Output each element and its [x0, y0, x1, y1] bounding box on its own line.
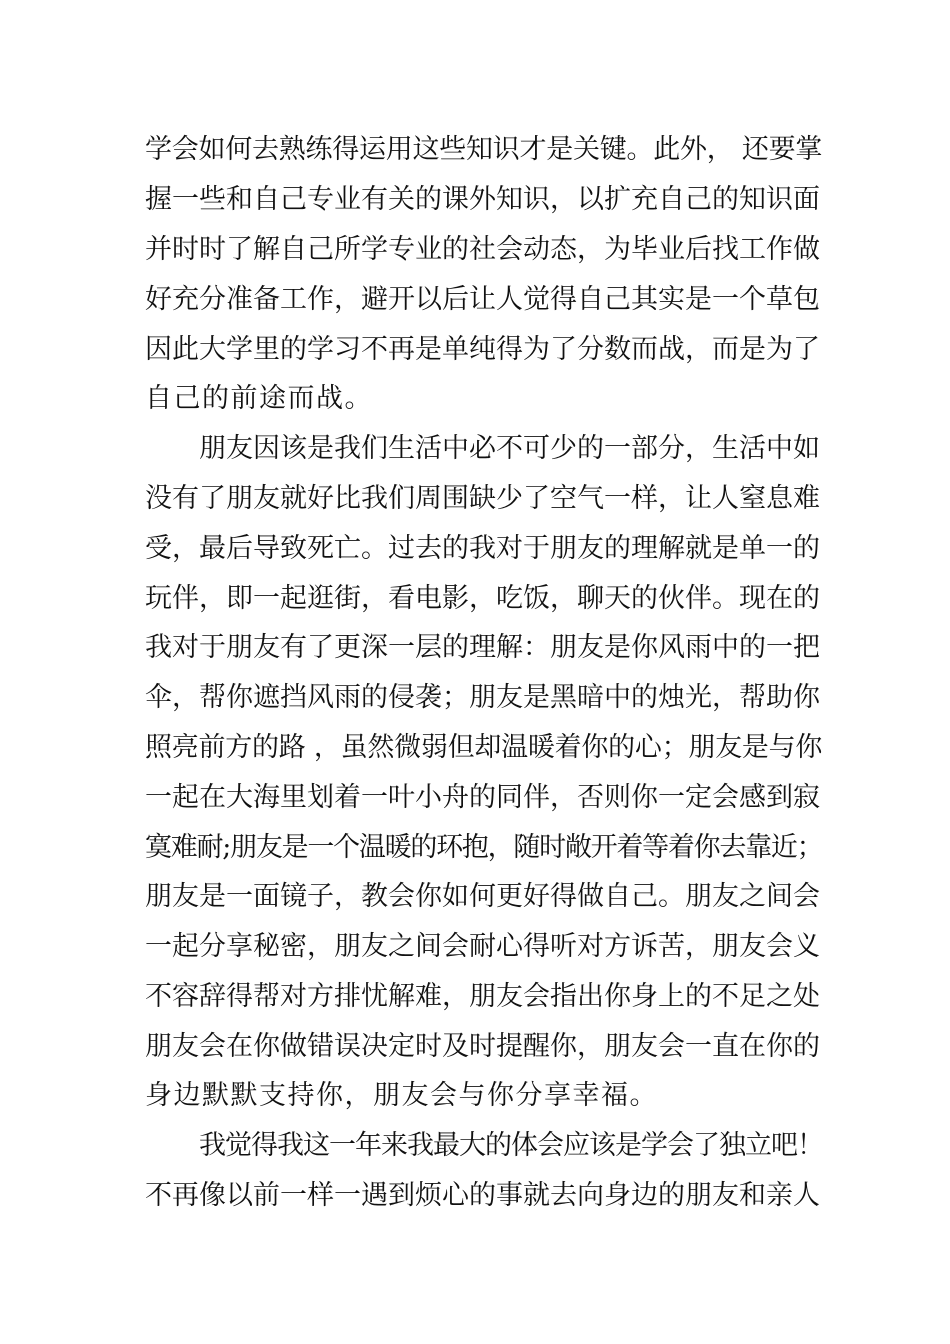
paragraph-first-line: 我觉得我这一年来我最大的体会应该是学会了独立吧！: [199, 1130, 823, 1161]
text-line: 照亮前方的路 ，虽然微弱但却温暖着你的心；朋友是与你: [145, 732, 823, 763]
text-line: 没有了朋友就好比我们周围缺少了空气一样，让人窒息难: [145, 483, 820, 514]
text-line: 一起在大海里划着一叶小舟的同伴，否则你一定会感到寂: [145, 782, 820, 813]
text-line: 因此大学里的学习不再是单纯得为了分数而战，而是为了: [145, 334, 820, 365]
text-line: 好充分准备工作，避开以后让人觉得自己其实是一个草包: [145, 284, 820, 315]
text-line: 并时时了解自己所学专业的社会动态，为毕业后找工作做: [145, 234, 820, 265]
text-line: 寞难耐;朋友是一个温暖的环抱，随时敞开着等着你去靠近；: [145, 832, 823, 863]
text-line: 受，最后导致死亡。过去的我对于朋友的理解就是单一的: [145, 533, 820, 564]
text-line: 学会如何去熟练得运用这些知识才是关键。此外， 还要掌: [145, 134, 823, 165]
paragraph-first-line: 朋友因该是我们生活中必不可少的一部分，生活中如: [199, 433, 820, 464]
text-line: 我对于朋友有了更深一层的理解：朋友是你风雨中的一把: [145, 632, 820, 663]
text-line: 玩伴，即一起逛街，看电影，吃饭，聊天的伙伴。现在的: [145, 583, 820, 614]
text-line: 不容辞得帮对方排忧解难，朋友会指出你身上的不足之处: [145, 981, 820, 1012]
text-line: 伞，帮你遮挡风雨的侵袭；朋友是黑暗中的烛光，帮助你: [145, 682, 820, 713]
text-line: 自己的前途而战。: [145, 383, 373, 414]
text-line: 不再像以前一样一遇到烦心的事就去向身边的朋友和亲人: [145, 1180, 820, 1211]
text-line: 朋友会在你做错误决定时及时提醒你，朋友会一直在你的: [145, 1031, 820, 1062]
text-line: 朋友是一面镜子，教会你如何更好得做自己。朋友之间会: [145, 881, 820, 912]
text-line: 一起分享秘密，朋友之间会耐心得听对方诉苦，朋友会义: [145, 931, 820, 962]
text-line: 握一些和自己专业有关的课外知识，以扩充自己的知识面: [145, 184, 820, 215]
text-line: 身边默默支持你，朋友会与你分享幸福。: [145, 1080, 658, 1111]
